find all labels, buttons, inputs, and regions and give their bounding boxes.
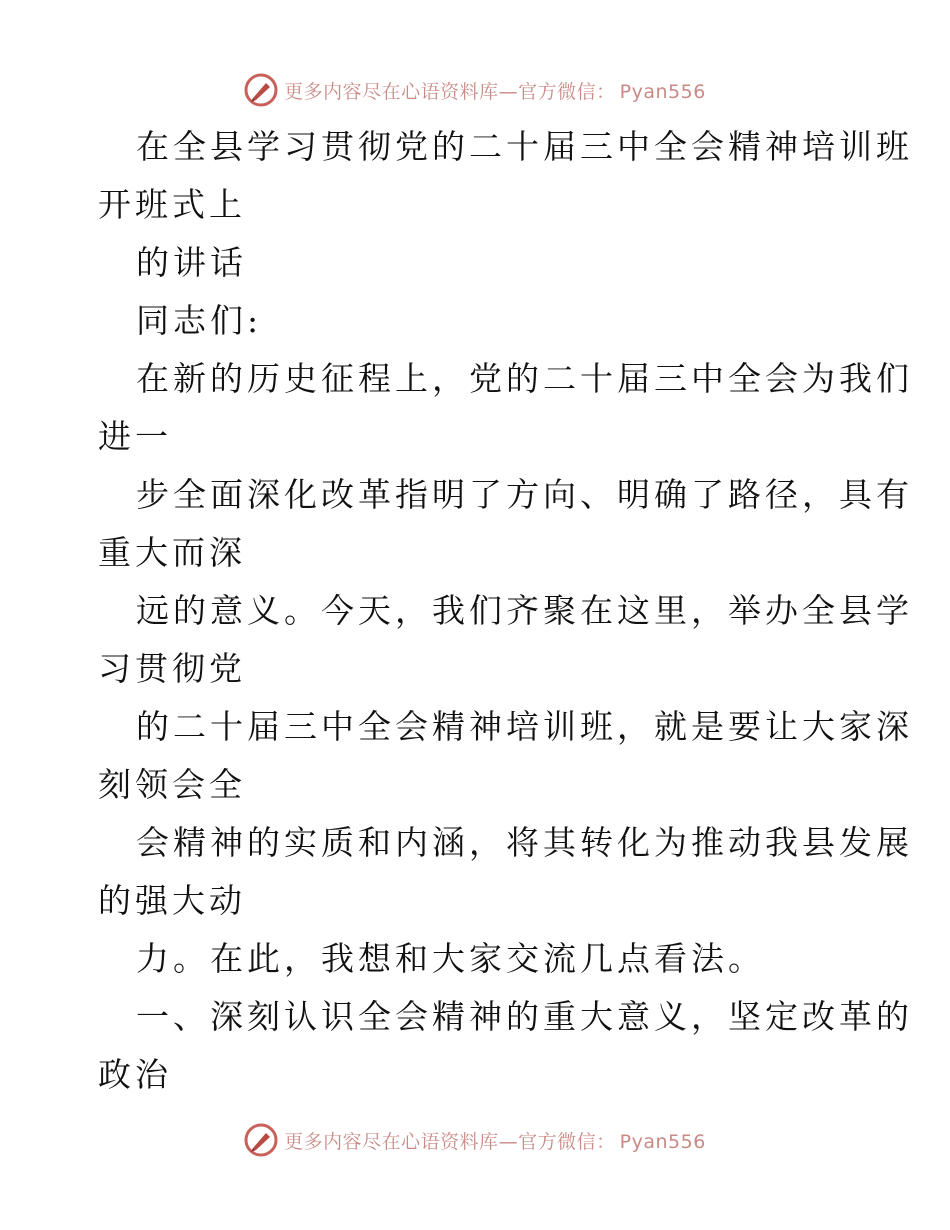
watermark-text: 更多内容尽在心语资料库—官方微信： — [284, 1130, 616, 1153]
text-line: 的二十届三中全会精神培训班，就是要让大家深 — [136, 707, 913, 746]
text-line: 的讲话 — [136, 243, 247, 282]
watermark-id: Pyan556 — [619, 80, 706, 103]
text-line: 刻领会全 — [98, 765, 246, 804]
footer-watermark — [0, 1120, 950, 1160]
text-line: 步全面深化改革指明了方向、明确了路径，具有 — [136, 475, 913, 514]
text-line: 开班式上 — [98, 185, 246, 224]
document-body — [98, 118, 913, 1104]
text-line: 政治 — [98, 1055, 172, 1094]
text-line: 在新的历史征程上，党的二十届三中全会为我们 — [136, 359, 913, 398]
fountain-pen-icon — [244, 1123, 278, 1157]
text-line: 进一 — [98, 417, 172, 456]
text-line: 会精神的实质和内涵，将其转化为推动我县发展 — [136, 823, 913, 862]
watermark-id: Pyan556 — [619, 1130, 706, 1153]
text-line: 重大而深 — [98, 533, 246, 572]
text-line: 在全县学习贯彻党的二十届三中全会精神培训班 — [136, 127, 913, 166]
header-watermark — [0, 70, 950, 110]
text-line: 习贯彻党 — [98, 649, 246, 688]
watermark-text: 更多内容尽在心语资料库—官方微信： — [284, 80, 616, 103]
text-line: 同志们: — [136, 301, 263, 340]
text-line: 的强大动 — [98, 881, 246, 920]
text-line: 力。在此，我想和大家交流几点看法。 — [136, 939, 765, 978]
text-line: 一、深刻认识全会精神的重大意义，坚定改革的 — [136, 997, 913, 1036]
text-line: 远的意义。今天，我们齐聚在这里，举办全县学 — [136, 591, 913, 630]
fountain-pen-icon — [244, 73, 278, 107]
